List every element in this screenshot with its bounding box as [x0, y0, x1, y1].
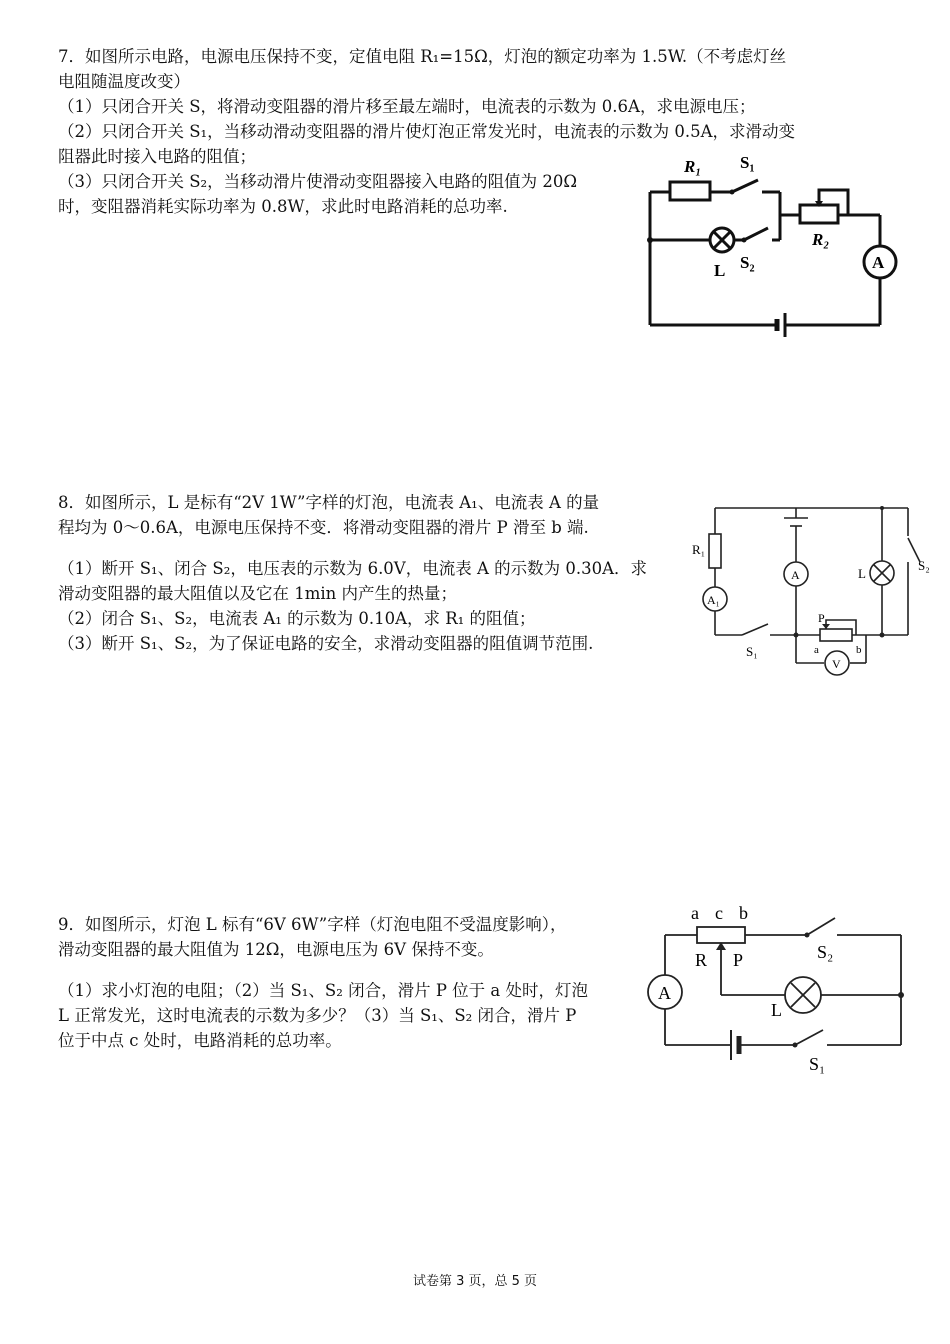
q7-line-1: 7．如图所示电路，电源电压保持不变，定值电阻 R₁=15Ω，灯泡的额定功率为 1.5W.（不考虑灯丝 — [58, 47, 787, 66]
page-footer: 试卷第 3 页，总 5 页 — [412, 1274, 538, 1289]
q8-line-1: 8．如图所示，L 是标有“2V 1W”字样的灯泡，电流表 A₁、电流表 A 的量 — [58, 493, 600, 512]
q9-label-lamp: L — [771, 1000, 782, 1020]
q9-label-s1: S₁ — [809, 1054, 826, 1074]
q9-circuit-diagram — [645, 900, 915, 1080]
q8-line-3: （1）断开 S₁、闭合 S₂，电压表的示数为 6.0V，电流表 A 的示数为 0.30A．求 — [58, 559, 648, 578]
q9-line-4: L 正常发光，这时电流表的示数为多少？（3）当 S₁、S₂ 闭合，滑片 P — [58, 1006, 577, 1025]
q7-circuit-diagram — [640, 150, 900, 350]
q8-label-v: V — [832, 657, 841, 671]
q8-label-s1: S₁ — [746, 644, 758, 659]
q9-label-ammeter: A — [658, 983, 671, 1003]
q8-label-s2: S₂ — [918, 558, 930, 573]
q7-line-6: （3）只闭合开关 S₂，当移动滑片使滑动变阻器接入电路的阻值为 20Ω — [58, 172, 578, 191]
q8-circuit-diagram — [690, 498, 940, 688]
q8-line-2: 程均为 0～0.6A，电源电压保持不变．将滑动变阻器的滑片 P 滑至 b 端. — [58, 518, 589, 537]
q9-line-3: （1）求小灯泡的电阻；（2）当 S₁、S₂ 闭合，滑片 P 位于 a 处时，灯泡 — [58, 981, 588, 1000]
q8-label-a: A — [791, 568, 800, 582]
q9-line-5: 位于中点 c 处时，电路消耗的总功率。 — [58, 1031, 342, 1050]
q8-label-a1: A₁ — [707, 593, 720, 607]
q7-line-7: 时，变阻器消耗实际功率为 0.8W，求此时电路消耗的总功率. — [58, 197, 508, 216]
q8-label-a-end: a — [814, 644, 819, 656]
question-9 — [58, 912, 588, 1053]
q7-line-4: （2）只闭合开关 S₁，当移动滑动变阻器的滑片使灯泡正常发光时，电流表的示数为 0.5A，求滑动变 — [58, 122, 796, 141]
question-8 — [58, 490, 647, 656]
q7-line-3: （1）只闭合开关 S，将滑动变阻器的滑片移至最左端时，电流表的示数为 0.6A，求电源电压； — [58, 97, 756, 116]
q9-label-r: R — [695, 950, 708, 970]
q9-label-s2: S₂ — [817, 942, 834, 962]
q8-line-6: （3）断开 S₁、S₂，为了保证电路的安全，求滑动变阻器的阻值调节范围. — [58, 634, 594, 653]
q7-label-r2: R₂ — [812, 230, 830, 249]
q9-line-1: 9．如图所示，灯泡 L 标有“6V 6W”字样（灯泡电阻不受温度影响）， — [58, 915, 567, 934]
q8-line-4: 滑动变阻器的最大阻值以及它在 1min 内产生的热量； — [58, 584, 458, 603]
q9-label-p: P — [733, 950, 744, 970]
q8-line-5: （2）闭合 S₁、S₂，电流表 A₁ 的示数为 0.10A，求 R₁ 的阻值； — [58, 609, 536, 628]
q7-label-s1: S₁ — [740, 153, 755, 172]
q9-label-c: c — [715, 903, 723, 923]
q7-label-lamp: L — [714, 261, 726, 280]
q9-label-b: b — [739, 903, 748, 923]
q9-line-2: 滑动变阻器的最大阻值为 12Ω，电源电压为 6V 保持不变。 — [58, 940, 494, 959]
q7-line-5: 阻器此时接入电路的阻值； — [58, 147, 256, 166]
q7-label-ammeter: A — [872, 253, 885, 272]
q8-label-lamp: L — [858, 566, 866, 581]
q9-label-a: a — [691, 903, 699, 923]
q7-line-2: 电阻随温度改变） — [58, 72, 190, 91]
q7-label-s2: S₂ — [740, 253, 755, 272]
q8-label-p: P — [818, 611, 825, 625]
q8-label-r1: R₁ — [692, 542, 706, 557]
q8-label-b-end: b — [856, 644, 862, 656]
q7-label-r1: R₁ — [684, 157, 702, 176]
